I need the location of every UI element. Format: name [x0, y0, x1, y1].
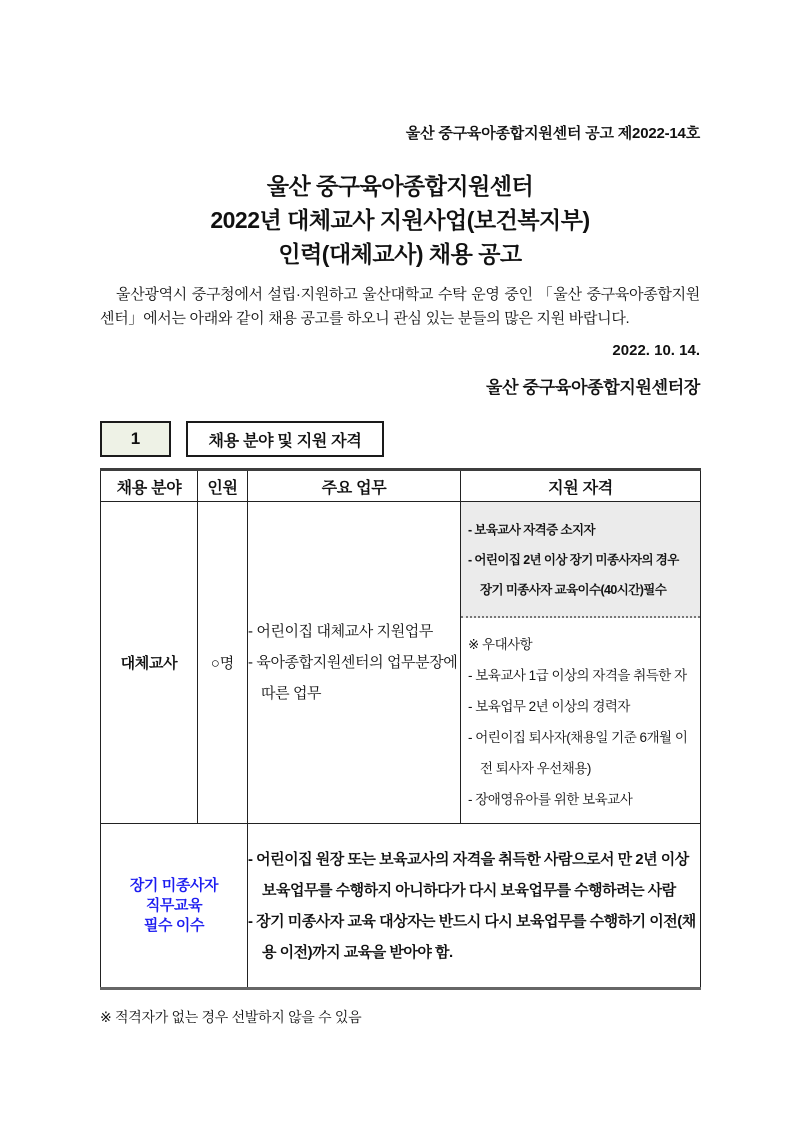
page-title-line-2: 2022년 대체교사 지원사업(보건복지부) — [210, 207, 590, 233]
table-header-row — [101, 470, 701, 502]
preferred-heading: ※ 우대사항 — [468, 637, 533, 652]
cell-education-label — [101, 824, 248, 989]
education-label-line: 필수 이수 — [143, 916, 205, 934]
required-qualifications-box — [461, 502, 700, 618]
cell-headcount: ○명 — [198, 502, 248, 824]
education-note: - 어린이집 원장 또는 보육교사의 자격을 취득한 사람으로서 만 2년 이상 보육업무를 수행하지 아니하다가 다시 보육업무를 수행하려는 사람 — [248, 850, 689, 899]
signer: 울산 중구육아종합지원센터장 — [485, 378, 700, 397]
col-header-duties: 주요 업무 — [248, 470, 461, 502]
education-label-line: 직무교육 — [145, 896, 203, 914]
col-header-headcount: 인원 — [198, 470, 248, 502]
required-item: - 어린이집 2년 이상 장기 미종사자의 경우 장기 미종사자 교육이수(40시간)필수 — [468, 553, 679, 597]
table-row-recruit — [101, 502, 701, 824]
intro-paragraph: 울산광역시 중구청에서 설립·지원하고 울산대학교 수탁 운영 중인 「울산 중구육아종합지원센터」에서는 아래와 같이 채용 공고를 하오니 관심 있는 분들의 많은 지원 바랍니다. — [100, 286, 700, 327]
section-number-box: 1 — [100, 421, 171, 457]
preferred-qualifications-box — [461, 618, 700, 823]
doc-date: 2022. 10. 14. — [612, 342, 700, 359]
preferred-item: - 보육업무 2년 이상의 경력자 — [468, 699, 630, 714]
section-header — [100, 421, 700, 457]
duty-item: - 어린이집 대체교사 지원업무 — [248, 623, 433, 640]
preferred-item: - 어린이집 퇴사자(채용일 기준 6개월 이전 퇴사자 우선채용) — [468, 730, 688, 776]
preferred-item: - 보육교사 1급 이상의 자격을 취득한 자 — [468, 668, 687, 683]
cell-field: 대체교사 — [101, 502, 198, 824]
table-row-education — [101, 824, 701, 989]
col-header-field: 채용 분야 — [101, 470, 198, 502]
duty-item: - 육아종합지원센터의 업무분장에 따른 업무 — [248, 654, 458, 702]
col-header-qualifications: 지원 자격 — [461, 470, 701, 502]
recruitment-table — [100, 468, 701, 990]
footnote: ※ 적격자가 없는 경우 선발하지 않을 수 있음 — [100, 1009, 362, 1025]
preferred-item: - 장애영유아를 위한 보육교사 — [468, 792, 633, 807]
section-title-box: 채용 분야 및 지원 자격 — [186, 421, 384, 457]
cell-duties — [248, 502, 461, 824]
title-block — [100, 169, 700, 271]
cell-qualifications — [461, 502, 701, 824]
doc-number: 울산 중구육아종합지원센터 공고 제2022-14호 — [405, 125, 700, 142]
document-content — [100, 0, 700, 1027]
education-label-line: 장기 미종사자 — [129, 876, 219, 894]
education-note: - 장기 미종사자 교육 대상자는 반드시 다시 보육업무를 수행하기 이전(채용 이전)까지 교육을 받아야 함. — [248, 912, 696, 961]
required-item: - 보육교사 자격증 소지자 — [468, 523, 595, 537]
page-title-line-1: 울산 중구육아종합지원센터 — [266, 173, 534, 199]
cell-education-notes — [248, 824, 701, 989]
page-title-line-3: 인력(대체교사) 채용 공고 — [278, 241, 522, 267]
